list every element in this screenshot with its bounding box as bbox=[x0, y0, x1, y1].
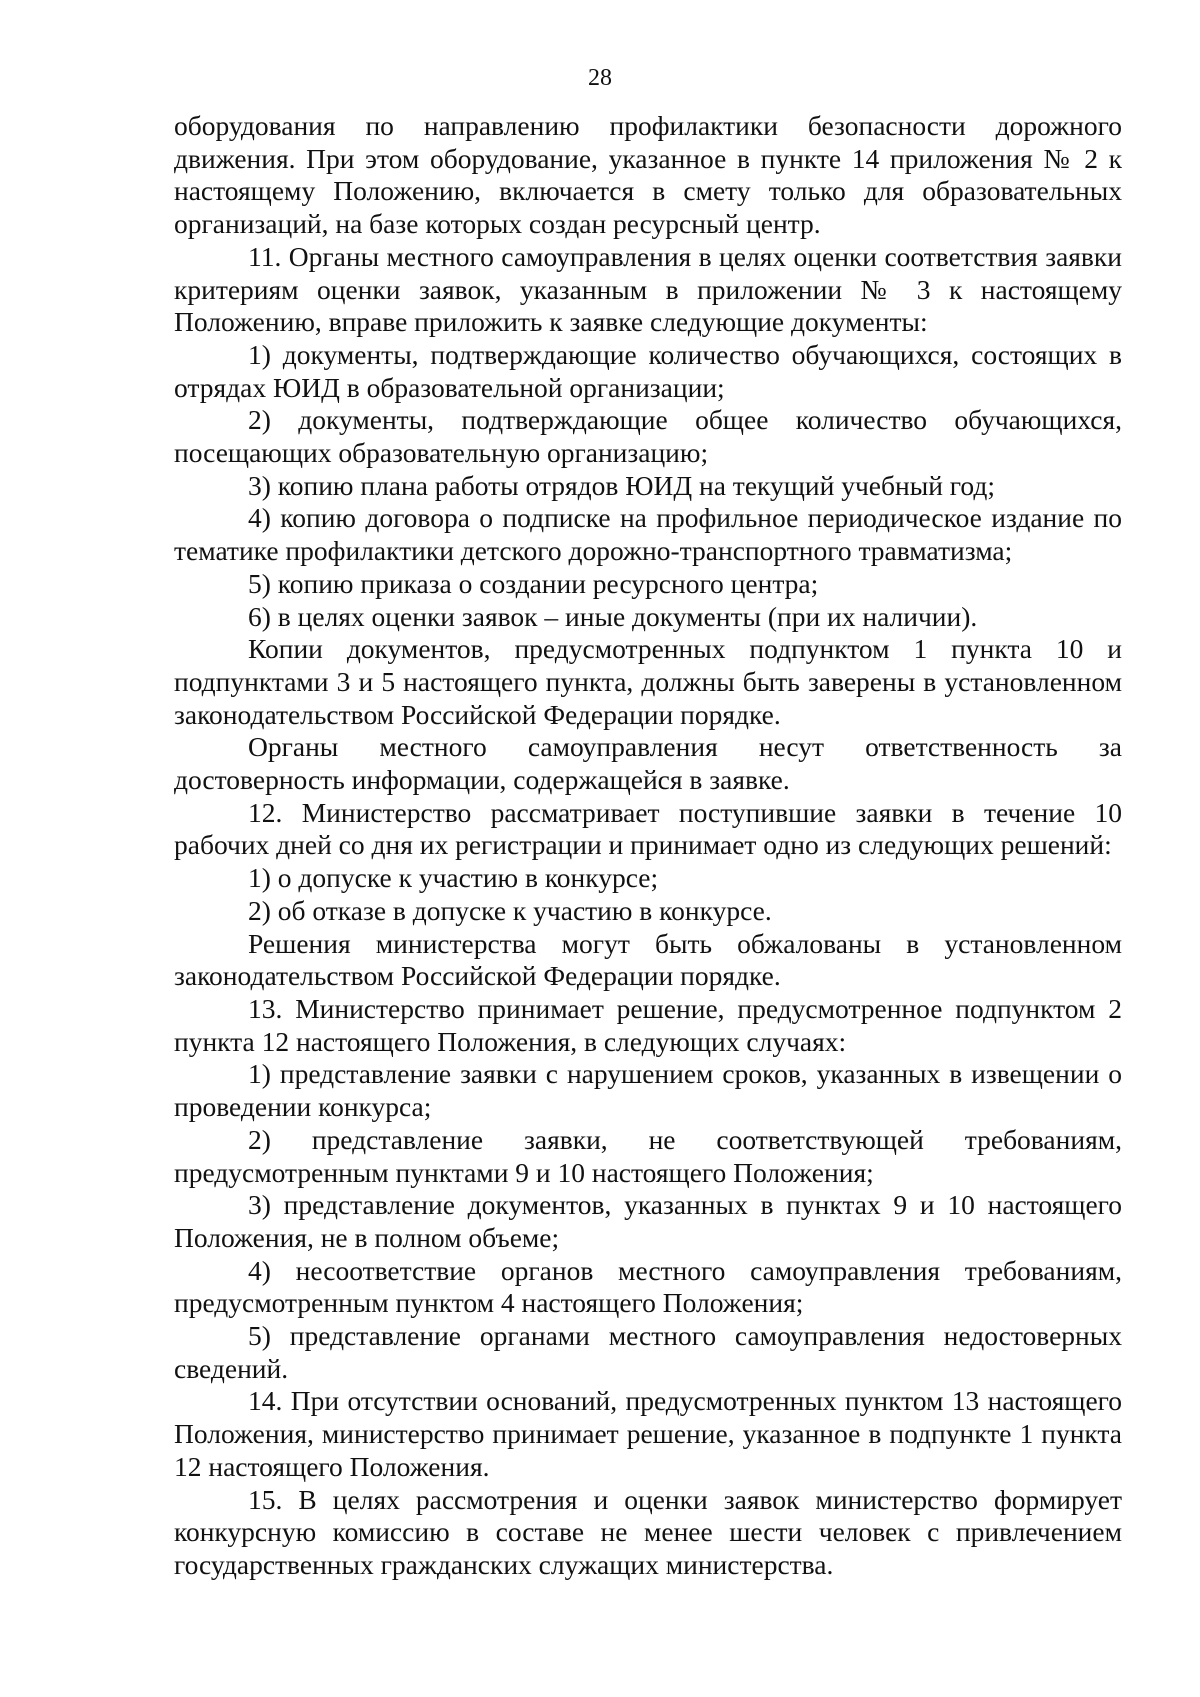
list-item: 2) об отказе в допуске к участию в конкурсе. bbox=[248, 894, 772, 926]
list-item: 4) копию договора о подписке на профильное периодическое издание по тематике профилактики детского дорожно-транспортного травматизма; bbox=[174, 502, 1122, 567]
document-body bbox=[174, 110, 1122, 1582]
paragraph-item-13: 13. Министерство принимает решение, предусмотренное подпунктом 2 пункта 12 настоящего Положения, в следующих случаях: bbox=[174, 992, 1122, 1057]
list-item: 1) представление заявки с нарушением сроков, указанных в извещении о проведении конкурса; bbox=[174, 1058, 1122, 1123]
paragraph-copies-certification: Копии документов, предусмотренных подпунктом 1 пункта 10 и подпунктами 3 и 5 настоящего пункта, должны быть заверены в установленном законодательством Российской Федерации порядке. bbox=[174, 633, 1122, 730]
list-item: 4) несоответствие органов местного самоуправления требованиям, предусмотренным пунктом 4 настоящего Положения; bbox=[174, 1254, 1122, 1319]
paragraph-responsibility: Органы местного самоуправления несут ответственность за достоверность информации, содержащейся в заявке. bbox=[174, 731, 1122, 796]
paragraph-appeal: Решения министерства могут быть обжалованы в установленном законодательством Российской Федерации порядке. bbox=[174, 927, 1122, 992]
list-item: 6) в целях оценки заявок – иные документы (при их наличии). bbox=[248, 600, 978, 632]
paragraph-item-11: 11. Органы местного самоуправления в целях оценки соответствия заявки критериям оценки заявок, указанным в приложении № 3 к настоящему Положению, вправе приложить к заявке следующие документы: bbox=[174, 240, 1122, 338]
list-item: 1) о допуске к участию в конкурсе; bbox=[248, 862, 659, 894]
paragraph-item-14: 14. При отсутствии оснований, предусмотренных пунктом 13 настоящего Положения, министерство принимает решение, указанное в подпункте 1 пункта 12 настоящего Положения. bbox=[174, 1385, 1122, 1482]
list-item: 5) копию приказа о создании ресурсного центра; bbox=[248, 567, 819, 599]
list-item: 2) представление заявки, не соответствующей требованиям, предусмотренным пунктами 9 и 10 настоящего Положения; bbox=[174, 1123, 1122, 1188]
paragraph-item-15: 15. В целях рассмотрения и оценки заявок министерство формирует конкурсную комиссию в составе не менее шести человек с привлечением государственных гражданских служащих министерства. bbox=[174, 1483, 1122, 1580]
list-item: 2) документы, подтверждающие общее количество обучающихся, посещающих образовательную организацию; bbox=[174, 404, 1122, 469]
list-item: 3) копию плана работы отрядов ЮИД на текущий учебный год; bbox=[248, 469, 995, 501]
list-item: 1) документы, подтверждающие количество обучающихся, состоящих в отрядах ЮИД в образовательной организации; bbox=[174, 338, 1122, 403]
list-item: 5) представление органами местного самоуправления недостоверных сведений. bbox=[174, 1320, 1122, 1384]
paragraph-item-12: 12. Министерство рассматривает поступившие заявки в течение 10 рабочих дней со дня их регистрации и принимает одно из следующих решений: bbox=[174, 796, 1122, 861]
paragraph-equipment-continuation: оборудования по направлению профилактики безопасности дорожного движения. При этом оборудование, указанное в пункте 14 приложения № 2 к настоящему Положению, включается в смету только для образовательных организаций, на базе которых создан ресурсный центр. bbox=[174, 110, 1122, 240]
page-number: 28 bbox=[588, 65, 612, 91]
list-item: 3) представление документов, указанных в пунктах 9 и 10 настоящего Положения, не в полном объеме; bbox=[174, 1189, 1122, 1253]
